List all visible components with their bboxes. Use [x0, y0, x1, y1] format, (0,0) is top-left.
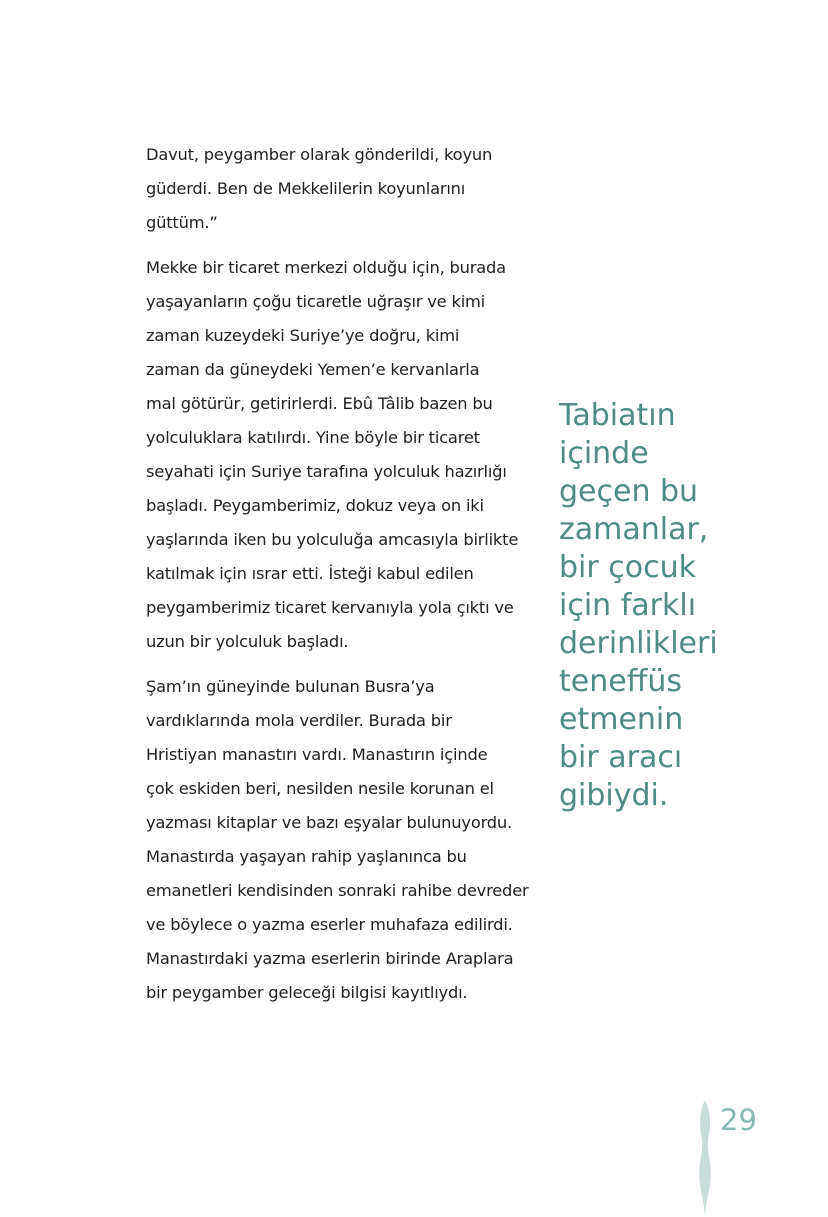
paragraph — [146, 251, 531, 659]
pull-quote-line: geçen bu — [559, 474, 699, 509]
pull-quote-line: bir çocuk — [559, 550, 696, 585]
text-line: çok eskiden beri, nesilden nesile korunan el — [146, 779, 494, 798]
text-line: vardıklarında mola verdiler. Burada bir — [146, 711, 452, 730]
text-line: başladı. Peygamberimiz, dokuz veya on iki — [146, 496, 484, 515]
pull-quote-line: Tabiatın — [559, 398, 676, 433]
text-line: yaşlarında iken bu yolculuğa amcasıyla birlikte — [146, 530, 519, 549]
text-line: seyahati için Suriye tarafına yolculuk hazırlığı — [146, 462, 507, 481]
paragraph — [146, 670, 531, 1010]
text-line: ve böylece o yazma eserler muhafaza edilirdi. — [146, 915, 513, 934]
pull-quote-line: teneffüs — [559, 664, 683, 699]
text-line: mal götürür, getirirlerdi. Ebû Tâlib bazen bu — [146, 394, 493, 413]
text-line: yaşayanların çoğu ticaretle uğraşır ve kimi — [146, 292, 486, 311]
text-line: Davut, peygamber olarak gönderildi, koyun — [146, 145, 493, 164]
pull-quote-line: derinlikleri — [559, 626, 718, 661]
page-ornament-icon — [694, 1100, 716, 1217]
pull-quote-line: gibiydi. — [559, 778, 669, 813]
page-number: 29 — [720, 1103, 757, 1137]
pull-quote-line: zamanlar, — [559, 512, 709, 547]
text-line: emanetleri kendisinden sonraki rahibe devreder — [146, 881, 529, 900]
text-line: güderdi. Ben de Mekkelilerin koyunlarını — [146, 179, 466, 198]
text-line: yolculuklara katılırdı. Yine böyle bir ticaret — [146, 428, 480, 447]
text-line: Manastırda yaşayan rahip yaşlanınca bu — [146, 847, 467, 866]
text-line: peygamberimiz ticaret kervanıyla yola çıktı ve — [146, 598, 514, 617]
pull-quote-line: bir aracı — [559, 740, 683, 775]
article-body — [146, 138, 531, 1021]
pull-quote-line: içinde — [559, 436, 649, 471]
text-line: Şam’ın güneyinde bulunan Busra’ya — [146, 677, 435, 696]
pull-quote — [559, 397, 799, 815]
pull-quote-line: etmenin — [559, 702, 684, 737]
text-line: Hristiyan manastırı vardı. Manastırın içinde — [146, 745, 488, 764]
text-line: Manastırdaki yazma eserlerin birinde Araplara — [146, 949, 514, 968]
paragraph — [146, 138, 531, 240]
text-line: bir peygamber geleceği bilgisi kayıtlıydı. — [146, 983, 468, 1002]
text-line: zaman kuzeydeki Suriye’ye doğru, kimi — [146, 326, 460, 345]
text-line: yazması kitaplar ve bazı eşyalar bulunuyordu. — [146, 813, 513, 832]
text-line: güttüm.” — [146, 213, 218, 232]
text-line: katılmak için ısrar etti. İsteği kabul edilen — [146, 564, 474, 583]
text-line: zaman da güneydeki Yemen’e kervanlarla — [146, 360, 480, 379]
pull-quote-line: için farklı — [559, 588, 697, 623]
text-line: uzun bir yolculuk başladı. — [146, 632, 349, 651]
text-line: Mekke bir ticaret merkezi olduğu için, burada — [146, 258, 506, 277]
